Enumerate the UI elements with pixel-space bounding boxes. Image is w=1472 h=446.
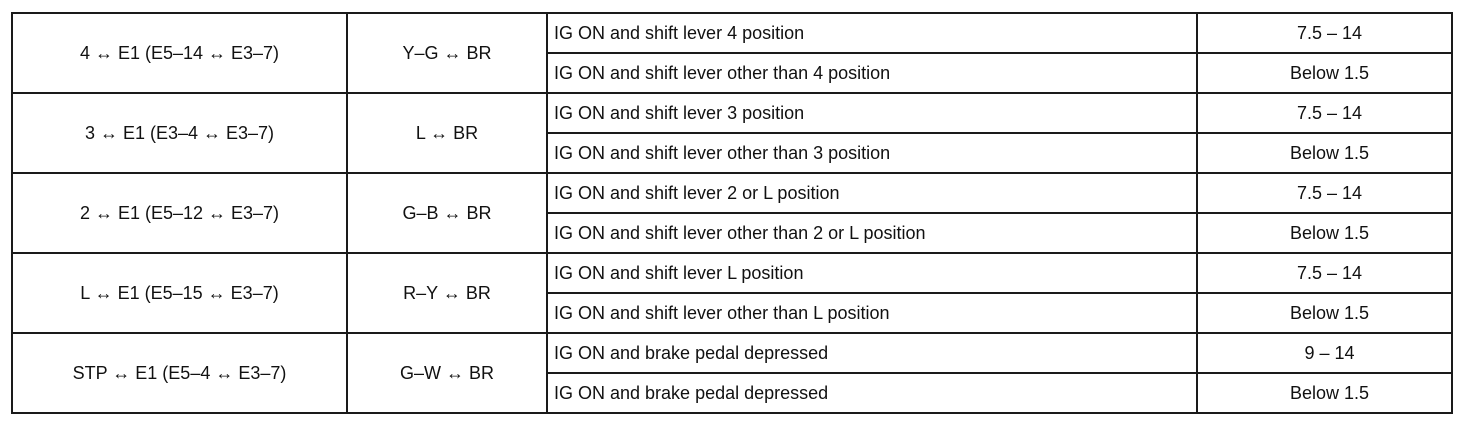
specified-value-cell: 7.5 – 14 (1197, 93, 1452, 133)
condition-cell: IG ON and shift lever other than 4 position (547, 53, 1197, 93)
specified-value-cell: Below 1.5 (1197, 53, 1452, 93)
specified-value-cell: 7.5 – 14 (1197, 13, 1452, 53)
condition-cell: IG ON and shift lever other than L position (547, 293, 1197, 333)
table-row (12, 173, 1452, 213)
specified-value-cell: Below 1.5 (1197, 373, 1452, 413)
wire-color-cell: G–W ↔ BR (347, 333, 547, 413)
terminal-cell: STP ↔ E1 (E5–4 ↔ E3–7) (12, 333, 347, 413)
spec-table-container (11, 12, 1451, 414)
condition-cell: IG ON and brake pedal depressed (547, 373, 1197, 413)
condition-cell: IG ON and brake pedal depressed (547, 333, 1197, 373)
condition-cell: IG ON and shift lever 2 or L position (547, 173, 1197, 213)
wire-color-cell: R–Y ↔ BR (347, 253, 547, 333)
wire-color-cell: G–B ↔ BR (347, 173, 547, 253)
condition-cell: IG ON and shift lever 4 position (547, 13, 1197, 53)
table-row (12, 13, 1452, 53)
terminal-cell: 4 ↔ E1 (E5–14 ↔ E3–7) (12, 13, 347, 93)
table-row (12, 333, 1452, 373)
specified-value-cell: Below 1.5 (1197, 293, 1452, 333)
specified-value-cell: 7.5 – 14 (1197, 173, 1452, 213)
terminal-cell: 2 ↔ E1 (E5–12 ↔ E3–7) (12, 173, 347, 253)
wire-color-cell: L ↔ BR (347, 93, 547, 173)
terminal-cell: 3 ↔ E1 (E3–4 ↔ E3–7) (12, 93, 347, 173)
table-row (12, 93, 1452, 133)
condition-cell: IG ON and shift lever L position (547, 253, 1197, 293)
specified-value-cell: Below 1.5 (1197, 133, 1452, 173)
specified-value-cell: 9 – 14 (1197, 333, 1452, 373)
terminal-voltage-table (11, 12, 1453, 414)
condition-cell: IG ON and shift lever other than 3 position (547, 133, 1197, 173)
table-row (12, 253, 1452, 293)
condition-cell: IG ON and shift lever other than 2 or L position (547, 213, 1197, 253)
terminal-cell: L ↔ E1 (E5–15 ↔ E3–7) (12, 253, 347, 333)
wire-color-cell: Y–G ↔ BR (347, 13, 547, 93)
specified-value-cell: 7.5 – 14 (1197, 253, 1452, 293)
specified-value-cell: Below 1.5 (1197, 213, 1452, 253)
condition-cell: IG ON and shift lever 3 position (547, 93, 1197, 133)
